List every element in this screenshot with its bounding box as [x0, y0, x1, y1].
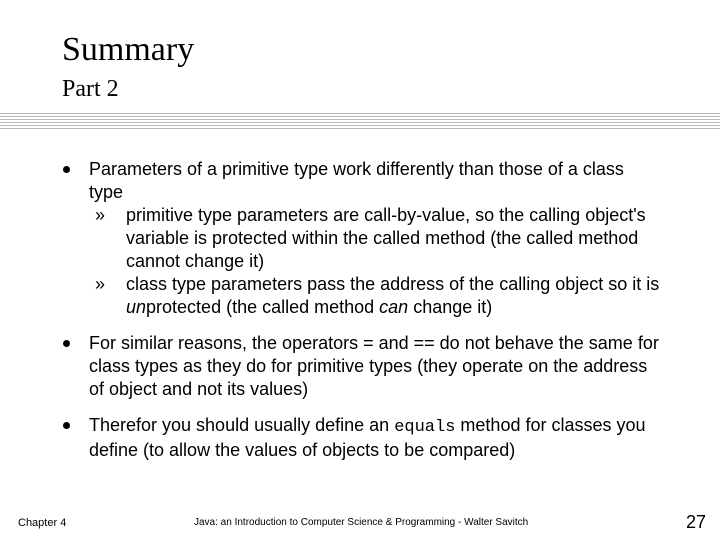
sub-bullet-marker: »: [95, 205, 106, 225]
emphasis-text: can: [379, 297, 409, 317]
sub-bullet-text: primitive type parameters are call-by-value, so the calling object's variable is protected within the called method (the called method cannot change it): [126, 205, 646, 271]
bullet-dot-icon: [63, 422, 70, 429]
bullet-item-2: [62, 332, 662, 401]
bullet-dot-icon: [63, 166, 70, 173]
emphasis-text: un: [126, 297, 147, 317]
bullet-text: method for classes you define (to allow the values of objects to be compared): [89, 415, 646, 460]
sub-bullet-marker: »: [95, 274, 106, 294]
bullet-item-3: [62, 414, 662, 462]
footer-book-title: Java: an Introduction to Computer Science & Programming - Walter Savitch: [194, 517, 529, 528]
footer-chapter: Chapter 4: [18, 517, 67, 529]
bullet-item-1: [62, 158, 662, 319]
bullet-text: For similar reasons, the operators = and == do not behave the same for class types as they do for primitive types (they operate on the address of object and not its values): [89, 333, 659, 399]
slide-title: Summary: [62, 31, 195, 68]
page-number: 27: [685, 512, 706, 532]
bullet-dot-icon: [63, 340, 70, 347]
sub-bullet-1: [95, 204, 662, 273]
title-divider: [0, 113, 720, 129]
bullet-text: Parameters of a primitive type work differently than those of a class type: [89, 159, 624, 202]
bullet-text: Therefor you should usually define an: [89, 415, 395, 435]
sub-bullet-2: [95, 273, 662, 319]
slide-subtitle: Part 2: [62, 76, 119, 102]
sub-bullet-text: class type parameters pass the address of the calling object so it is: [126, 274, 660, 294]
sub-bullet-text: protected (the called method: [146, 297, 380, 317]
code-text: equals: [394, 418, 456, 437]
bullet-list: [62, 158, 662, 475]
sub-bullet-text: change it): [408, 297, 493, 317]
